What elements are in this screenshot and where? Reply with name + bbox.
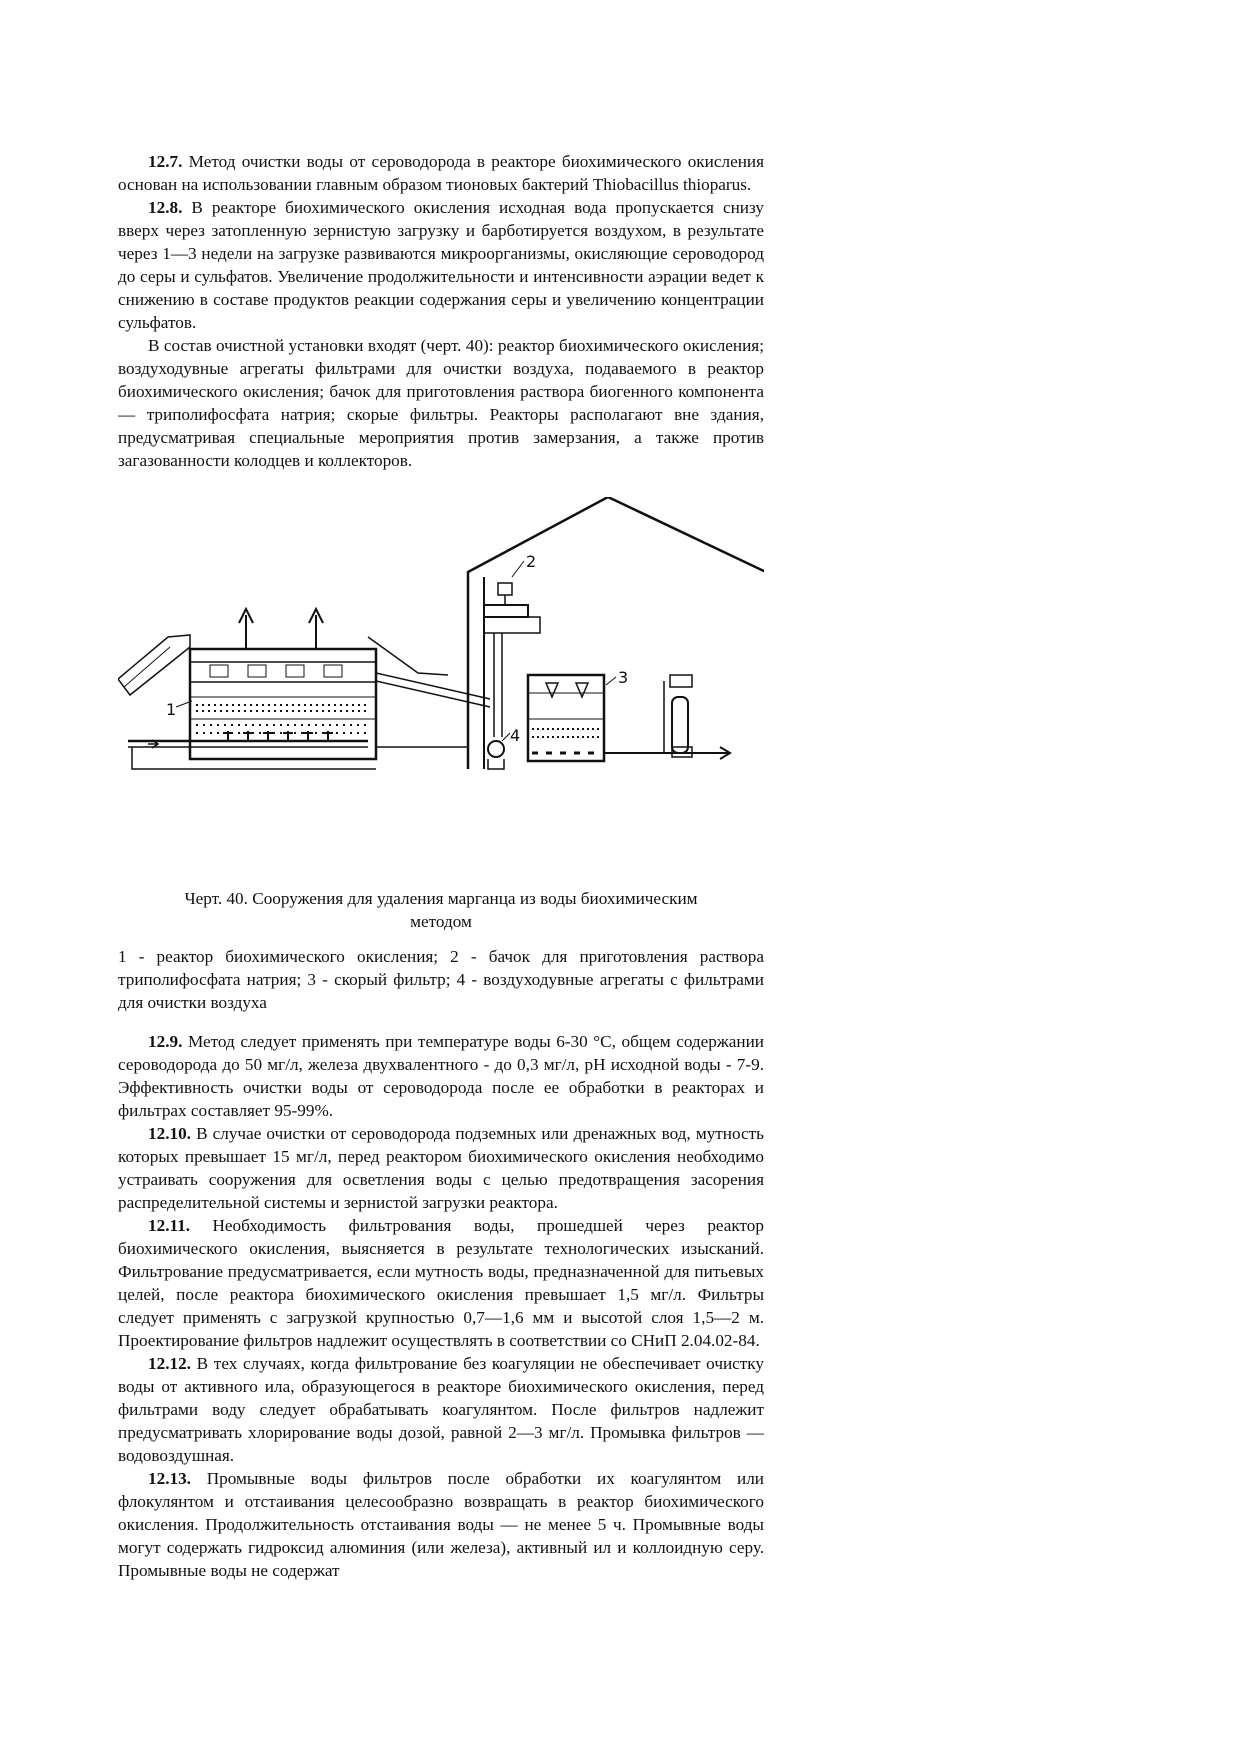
figure-40-diagram	[118, 497, 764, 879]
paragraph-12-9: 12.9. Метод следует применять при температуре воды 6-30 °С, общем содержании сероводорода до 50 мг/л, железа двухвалентного - до 0,3 мг/л, рН исходной воды - 7-9. Эффективность очистки воды от сероводорода после ее обработки в реакторах и фильтрах составляет 95-99%.	[118, 1032, 764, 1120]
label-3: 3	[618, 668, 629, 687]
paragraph-12-10: 12.10. В случае очистки от сероводорода подземных или дренажных вод, мутность которых превышает 15 мг/л, перед реактором биохимического окисления необходимо устраивать сооружения для осветления воды с целью предотвращения засорения распределительной системы и зернистой загрузки реактора.	[118, 1124, 764, 1212]
paragraph-12-13: 12.13. Промывные воды фильтров после обработки их коагулянтом или флокулянтом и отстаивания целесообразно возвращать в реактор биохимического окисления. Продолжительность отстаивания воды — не менее 5 ч. Промывные воды могут содержать гидроксид алюминия (или железа), активный ил и коллоидную серу. Промывные воды не содержат	[118, 1469, 764, 1580]
paragraph-12-12: 12.12. В тех случаях, когда фильтрование без коагуляции не обеспечивает очистку воды от активного ила, образующегося в реакторе биохимического окисления, перед фильтрами воду следует обрабатывать коагулянтом. После фильтров надлежит предусматривать хлорирование воды дозой, равной 2—3 мг/л. Промывка фильтров — водовоздушная.	[118, 1354, 764, 1465]
paragraph-12-11: 12.11. Необходимость фильтрования воды, прошедшей через реактор биохимического окисления, выясняется в результате технологических изысканий. Фильтрование предусматривается, если мутность воды, предназначенной для питьевых целей, после реактора биохимического окисления превышает 1,5 мг/л. Фильтры следует применять с загрузкой крупностью 0,7—1,6 мм и высотой слоя 1,5—2 м. Проектирование фильтров надлежит осуществлять в соответствии со СНиП 2.04.02-84.	[118, 1216, 764, 1350]
figure-legend: 1 - реактор биохимического окисления; 2 - бачок для приготовления раствора триполифосфата натрия; 3 - скорый фильтр; 4 - воздуходувные агрегаты с фильтрами для очистки воздуха	[118, 947, 764, 1012]
paragraph-composition: В состав очистной установки входят (черт. 40): реактор биохимического окисления; воздуходувные агрегаты фильтрами для очистки воздуха, подаваемого в реактор биохимического окисления; бачок для приготовления раствора биогенного компонента — триполифосфата натрия; скорые фильтры. Реакторы располагают вне здания, предусматривая специальные мероприятия против замерзания, а также против загазованности колодцев и коллекторов.	[118, 336, 764, 470]
document-page	[118, 150, 764, 1582]
label-4: 4	[510, 726, 521, 745]
paragraph-12-8: 12.8. В реакторе биохимического окисления исходная вода пропускается снизу вверх через затопленную зернистую загрузку и барботируется воздухом, в результате через 1—3 недели на загрузке развиваются микроорганизмы, окисляющие сероводород до серы и сульфатов. Увеличение продолжительности и интенсивности аэрации ведет к снижению в составе продуктов реакции содержания серы и увеличению концентрации сульфатов.	[118, 198, 764, 332]
figure-caption: Черт. 40. Сооружения для удаления марганца из воды биохимическим методом	[184, 889, 698, 931]
label-2: 2	[526, 552, 537, 571]
label-1: 1	[166, 700, 177, 719]
paragraph-12-7: 12.7. Метод очистки воды от сероводорода в реакторе биохимического окисления основан на использовании главным образом тионовых бактерий Thiobacillus thioparus.	[118, 152, 764, 194]
